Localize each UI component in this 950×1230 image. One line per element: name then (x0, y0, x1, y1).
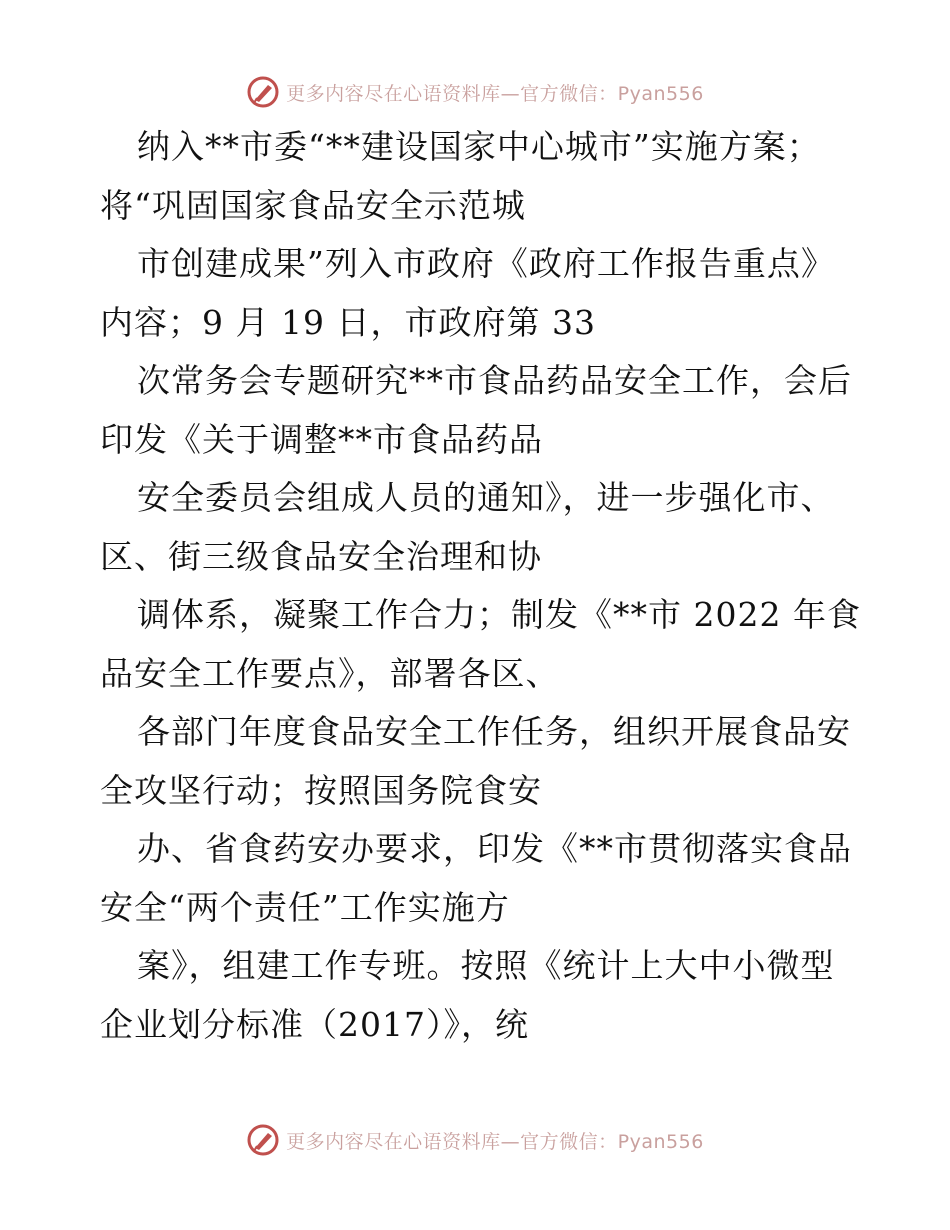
body-line: 各部门年度食品安全工作任务，组织开展食品安 (137, 712, 851, 751)
body-line: 安全委员会组成人员的通知》，进一步强化市、 (137, 478, 835, 517)
body-line: 内容；9 月 19 日，市政府第 33 (100, 302, 596, 342)
body-line: 全攻坚行动；按照国务院食安 (100, 770, 542, 810)
watermark-text: 更多内容尽在心语资料库—官方微信：Pyan556 (286, 1130, 704, 1153)
body-line: 案》，组建工作专班。按照《统计上大中小微型 (137, 946, 835, 985)
quill-circle-icon (246, 75, 280, 109)
header-watermark (0, 72, 950, 112)
body-line: 调体系，凝聚工作合力；制发《**市 2022 年食 (137, 595, 861, 634)
quill-circle-icon (246, 1123, 280, 1157)
body-line: 品安全工作要点》，部署各区、 (100, 653, 560, 693)
body-line: 安全“两个责任”工作实施方 (100, 887, 510, 927)
body-line: 次常务会专题研究**市食品药品安全工作，会后 (137, 361, 852, 400)
body-line: 企业划分标准（2017）》，统 (100, 1004, 529, 1044)
body-line: 市创建成果”列入市政府《政府工作报告重点》 (137, 244, 835, 283)
footer-watermark (0, 1120, 950, 1160)
document-body (100, 118, 860, 1054)
watermark-text: 更多内容尽在心语资料库—官方微信：Pyan556 (286, 82, 704, 105)
body-line: 区、街三级食品安全治理和协 (100, 536, 542, 576)
body-line: 印发《关于调整**市食品药品 (100, 419, 543, 459)
body-line: 办、省食药安办要求，印发《**市贯彻落实食品 (137, 829, 852, 868)
body-line: 将“巩固国家食品安全示范城 (100, 185, 526, 225)
body-line: 纳入**市委“**建设国家中心城市”实施方案； (137, 127, 821, 166)
